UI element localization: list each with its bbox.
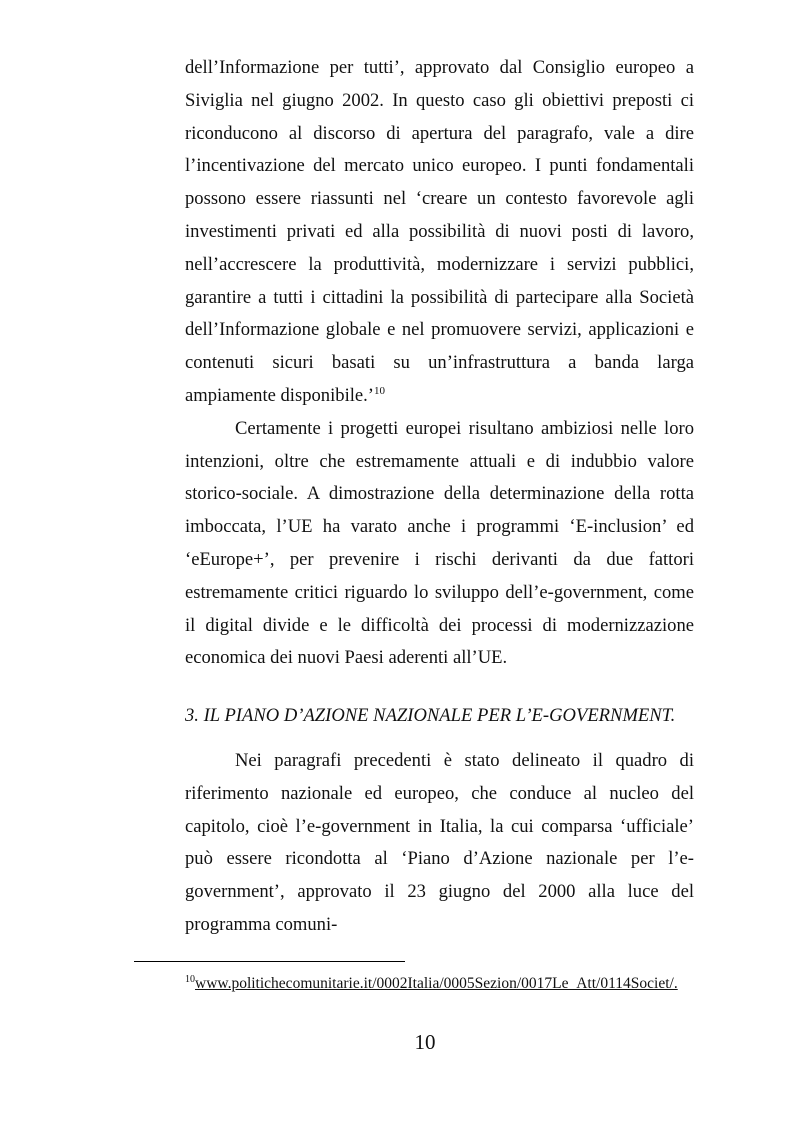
page-number: 10 bbox=[414, 1030, 436, 1054]
paragraph-1 bbox=[185, 52, 694, 413]
footnote bbox=[185, 969, 694, 999]
paragraph-1-text: dell’Informazione per tutti’, approvato dal Consiglio europeo a Siviglia nel giugno 2002. In questo caso gli obiettivi preposti ci riconducono al discorso di apertura del paragrafo, vale a dire l’incentivazione del mercato unico europeo. I punti fondamentali possono essere riassunti nel ‘creare un contesto favorevole agli investimenti privati ed alla possibilità di nuovi posti di lavoro, nell’accrescere la produttività, modernizzare i servizi pubblici, garantire a tutti i cittadini la possibilità di partecipare alla Società dell’Informazione globale e nel promuovere servizi, applicazioni e contenuti sicuri basati su un’infrastruttura a banda larga ampiamente disponibile.’ bbox=[185, 57, 694, 406]
footnote-number: 10 bbox=[185, 974, 195, 985]
paragraph-2: Certamente i progetti europei risultano ambiziosi nelle loro intenzioni, oltre che estremamente attuali e di indubbio valore storico-sociale. A dimostrazione della determinazione della rotta imboccata, l’UE ha varato anche i programmi ‘E-inclusion’ ed ‘eEurope+’, per prevenire i rischi derivanti da due fattori estremamente critici riguardo lo sviluppo dell’e-government, come il digital divide e le difficoltà dei processi di modernizzazione economica dei nuovi Paesi aderenti all’UE. bbox=[185, 417, 694, 669]
page-body bbox=[185, 52, 694, 942]
footnote-reference[interactable]: 10 bbox=[374, 384, 385, 397]
section-heading: 3. IL PIANO D’AZIONE NAZIONALE PER L’E-GOVERNMENT. bbox=[185, 705, 676, 727]
footnote-divider bbox=[134, 961, 405, 962]
section-paragraph: Nei paragrafi precedenti è stato delineato il quadro di riferimento nazionale ed europeo, che conduce al nucleo del capitolo, cioè l’e-government in Italia, la cui comparsa ‘ufficiale’ può essere ricondotta al ‘Piano d’Azione nazionale per l’e-government’, approvato il 23 giugno del 2000 alla luce del programma comuni- bbox=[185, 749, 694, 935]
footnote-link[interactable]: www.politichecomunitarie.it/0002Italia/0005Sezion/0017Le_Att/0114Societ/. bbox=[195, 975, 678, 992]
